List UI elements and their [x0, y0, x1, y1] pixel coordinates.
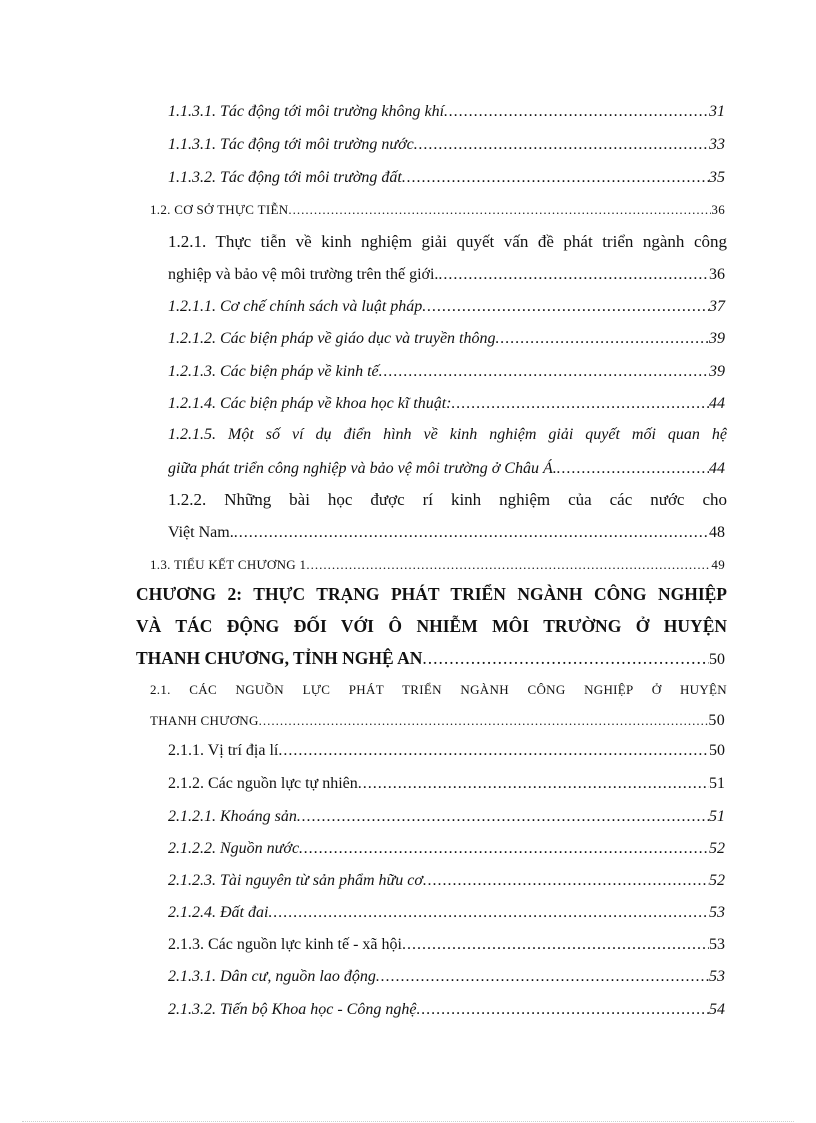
page-bottom-divider: [22, 1121, 794, 1122]
chapter-heading-line: CHƯƠNG 2: THỰC TRẠNG PHÁT TRIỂN NGÀNH CÔNG NGHIỆP: [136, 584, 727, 604]
toc-entry-title: 1.3. TIỂU KẾT CHƯƠNG 1: [150, 557, 307, 572]
toc-entry-title-line: 1.2.1. Thực tiễn về kinh nghiệm giải quyết vấn đề phát triển ngành công: [168, 232, 727, 251]
toc-entry-title: 1.2.1.2. Các biện pháp về giáo dục và truyền thông: [168, 330, 496, 347]
toc-page-number: 31: [709, 103, 725, 120]
toc-entry: [150, 712, 725, 730]
toc-page-number: 52: [709, 840, 725, 857]
toc-entry: [168, 460, 725, 478]
toc-entry: [168, 808, 725, 826]
toc-page-number: 52: [709, 872, 725, 889]
toc-entry: [168, 169, 725, 187]
toc-entry-title: 2.1.2.2. Nguồn nước: [168, 840, 300, 857]
toc-entry-title: 1.1.3.1. Tác động tới môi trường nước: [168, 136, 414, 153]
toc-entry-title-line: 1.2.1.5. Một số ví dụ điển hình về kinh nghiệm giải quyết mối quan hệ: [168, 426, 727, 443]
dot-leader: [422, 648, 709, 669]
toc-entry-title: giữa phát triển công nghiệp và bảo vệ môi trường ở Châu Á.: [168, 460, 557, 477]
toc-entry-title: 2.1.1. Vị trí địa lí: [168, 742, 279, 759]
toc-entry: [168, 872, 725, 890]
toc-page-number: 50: [709, 742, 725, 759]
toc-entry: [168, 136, 725, 154]
dot-leader: [306, 557, 711, 573]
dot-leader: [358, 775, 709, 793]
toc-page-number: 37: [709, 298, 725, 315]
toc-entry: [150, 202, 725, 218]
toc-page-number: 53: [709, 968, 725, 985]
toc-page-number: 53: [709, 904, 725, 921]
toc-entry: [150, 557, 725, 573]
toc-page-number: 35: [709, 169, 725, 186]
dot-leader: [422, 298, 709, 316]
toc-entry-title: 2.1.3.2. Tiến bộ Khoa học - Công nghệ: [168, 1001, 417, 1018]
dot-leader: [402, 936, 709, 954]
toc-entry-title-line: 2.1. CÁC NGUỒN LỰC PHÁT TRIỂN NGÀNH CÔNG NGHIỆP Ở HUYỆN: [150, 682, 727, 697]
dot-leader: [438, 266, 709, 284]
chapter-heading-line: VÀ TÁC ĐỘNG ĐỐI VỚI Ô NHIỄM MÔI TRƯỜNG Ở HUYỆN: [136, 616, 727, 636]
dot-leader: [299, 840, 709, 858]
toc-entry-title: 1.2.1.1. Cơ chế chính sách và luật pháp: [168, 298, 423, 315]
toc-page-number: 33: [709, 136, 725, 153]
toc-entry: [168, 904, 725, 922]
toc-entry: [136, 648, 725, 669]
toc-entry-title: nghiệp và bảo vệ môi trường trên thế giới.: [168, 266, 439, 283]
toc-entry: [168, 1001, 725, 1019]
toc-entry: [168, 363, 725, 381]
toc-entry-title: 2.1.2.4. Đất đai: [168, 904, 269, 921]
toc-page-number: 48: [709, 524, 725, 541]
toc-page-number: 53: [709, 936, 725, 953]
toc-entry-title: 2.1.2.1. Khoáng sản: [168, 808, 297, 825]
dot-leader: [268, 904, 709, 922]
toc-entry-title: 1.1.3.1. Tác động tới môi trường không khí: [168, 103, 445, 120]
toc-page-number: 50: [708, 712, 725, 729]
toc-entry-title: 2.1.2.3. Tài nguyên từ sản phẩm hữu cơ: [168, 872, 423, 889]
dot-leader: [496, 330, 710, 348]
dot-leader: [414, 136, 709, 154]
toc-entry: [168, 524, 725, 542]
toc-entry-title: Việt Nam.: [168, 524, 234, 541]
toc-page-number: 49: [711, 557, 725, 572]
dot-leader: [376, 968, 709, 986]
toc-entry: [168, 936, 725, 954]
toc-page-number: 44: [709, 460, 725, 477]
toc-entry-title: THANH CHƯƠNG: [150, 713, 259, 728]
toc-entry: [168, 298, 725, 316]
toc-entry-title: 2.1.2. Các nguồn lực tự nhiên: [168, 775, 358, 792]
dot-leader: [416, 1001, 709, 1019]
toc-entry: [168, 266, 725, 284]
toc-page-number: 50: [709, 651, 725, 668]
dot-leader: [379, 363, 709, 381]
toc-entry-title: 1.2.1.4. Các biện pháp về khoa học kĩ thuật:: [168, 395, 452, 412]
dot-leader: [557, 460, 709, 478]
toc-entry: [168, 840, 725, 858]
toc-entry: [168, 968, 725, 986]
toc-page-number: 36: [711, 202, 725, 217]
toc-page-number: 51: [709, 775, 725, 792]
dot-leader: [423, 872, 709, 890]
chapter-heading: THANH CHƯƠNG, TỈNH NGHỆ AN: [136, 648, 423, 668]
toc-entry: [168, 742, 725, 760]
dot-leader: [297, 808, 709, 826]
toc-entry: [168, 330, 725, 348]
toc-entry-title: 1.2.1.3. Các biện pháp về kinh tế: [168, 363, 379, 380]
dot-leader: [278, 742, 709, 760]
toc-page-number: 54: [709, 1001, 725, 1018]
toc-entry: [168, 775, 725, 793]
toc-entry-title: 2.1.3.1. Dân cư, nguồn lao động: [168, 968, 376, 985]
toc-entry: [168, 103, 725, 121]
toc-entry-title: 1.2. CƠ SỞ THỰC TIỄN: [150, 202, 289, 217]
dot-leader: [288, 202, 711, 218]
dot-leader: [452, 395, 710, 413]
toc-entry: [168, 395, 725, 413]
toc-page-number: 44: [709, 395, 725, 412]
dot-leader: [259, 713, 709, 729]
toc-page-number: 51: [709, 808, 725, 825]
dot-leader: [402, 169, 709, 187]
dot-leader: [444, 103, 709, 121]
toc-page-number: 36: [709, 266, 725, 283]
toc-entry-title: 1.1.3.2. Tác động tới môi trường đất: [168, 169, 402, 186]
toc-page-number: 39: [709, 363, 725, 380]
toc-entry-title-line: 1.2.2. Những bài học được rí kinh nghiệm của các nước cho: [168, 490, 727, 509]
toc-entry-title: 2.1.3. Các nguồn lực kinh tế - xã hội: [168, 936, 402, 953]
toc-page-number: 39: [709, 330, 725, 347]
dot-leader: [234, 524, 709, 542]
